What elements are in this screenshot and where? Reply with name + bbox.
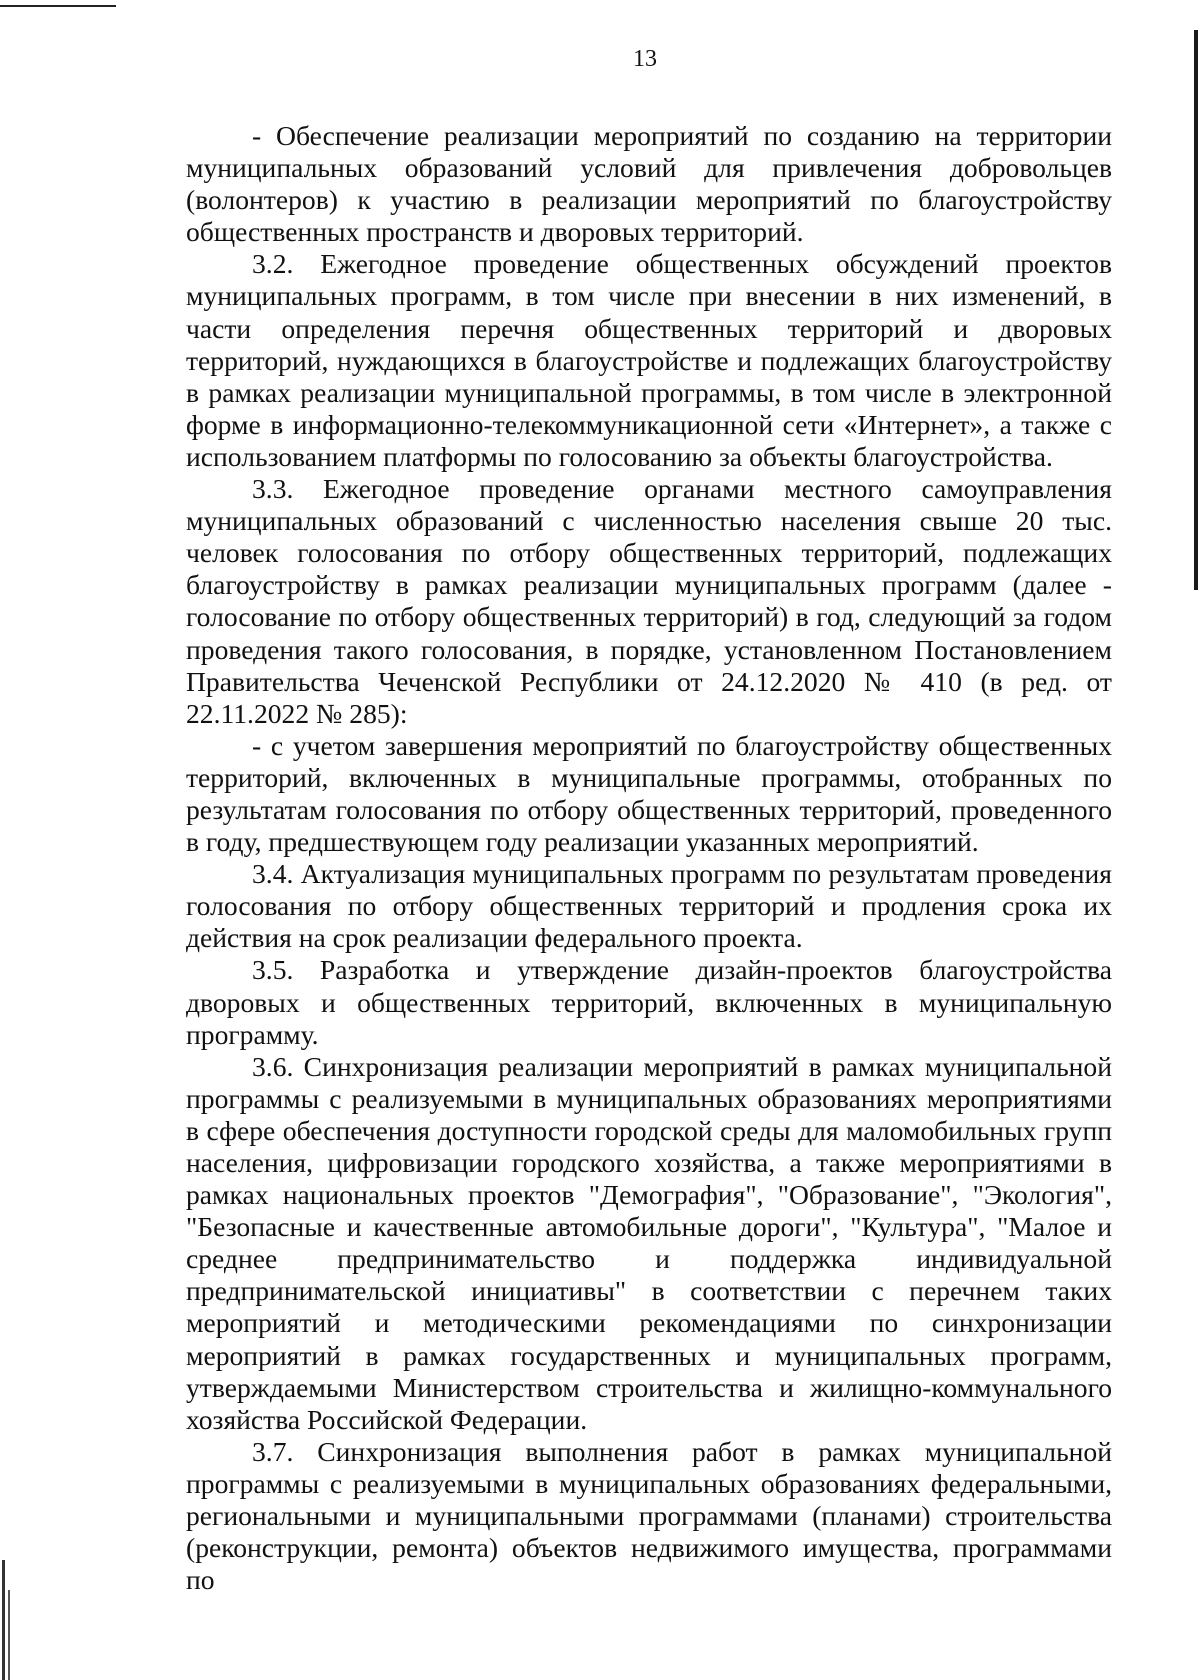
page-number: 13	[633, 46, 657, 72]
paragraph-3-3-item: - с учетом завершения мероприятий по благоустройству общественных территорий, включенных в муниципальные программы, отобранных по результатам голосования по отбору общественных территорий, проведенного в году, предшествующем году реализации указанных мероприятий.	[186, 729, 1112, 858]
scan-artifact-left-edge-inner	[8, 1590, 10, 1680]
paragraph-3-7: 3.7. Синхронизация выполнения работ в рамках муниципальной программы с реализуемыми в муниципальных образованиях федеральными, региональными и муниципальными программами (планами) строительства (реконструкции, ремонта) объектов недвижимого имущества, программами по	[186, 1435, 1112, 1596]
paragraph-3-6: 3.6. Синхронизация реализации мероприятий в рамках муниципальной программы с реализуемыми в муниципальных образованиях мероприятиями в сфере обеспечения доступности городской среды для маломобильных групп населения, цифровизации городского хозяйства, а также мероприятиями в рамках национальных проектов "Демография", "Образование", "Экология", "Безопасные и качественные автомобильные дороги", "Культура", "Малое и среднее предпринимательство и поддержка индивидуальной предпринимательской инициативы" в соответствии с перечнем таких мероприятий и методическими рекомендациями по синхронизации мероприятий в рамках государственных и муниципальных программ, утверждаемыми Министерством строительства и жилищно-коммунального хозяйства Российской Федерации.	[186, 1050, 1112, 1435]
paragraph-volunteers: - Обеспечение реализации мероприятий по созданию на территории муниципальных образований условий для привлечения добровольцев (волонтеров) к участию в реализации мероприятий по благоустройству общественных пространств и дворовых территорий.	[186, 120, 1112, 248]
paragraph-3-2: 3.2. Ежегодное проведение общественных обсуждений проектов муниципальных программ, в том числе при внесении в них изменений, в части определения перечня общественных территорий и дворовых территорий, нуждающихся в благоустройстве и подлежащих благоустройству в рамках реализации муниципальной программы, в том числе в электронной форме в информационно-телекоммуникационной сети «Интернет», а также с использованием платформы по голосованию за объекты благоустройства.	[186, 248, 1112, 472]
paragraph-3-4: 3.4. Актуализация муниципальных программ по результатам проведения голосования по отбору общественных территорий и продления срока их действия на срок реализации федерального проекта.	[186, 858, 1112, 954]
scan-artifact-right-edge	[1194, 30, 1198, 590]
document-body	[186, 120, 1112, 1596]
scan-artifact-top-rule	[0, 5, 116, 7]
scan-artifact-left-edge	[2, 1560, 5, 1680]
paragraph-3-5: 3.5. Разработка и утверждение дизайн-проектов благоустройства дворовых и общественных территорий, включенных в муниципальную программу.	[186, 954, 1112, 1050]
paragraph-3-3: 3.3. Ежегодное проведение органами местного самоуправления муниципальных образований с численностью населения свыше 20 тыс. человек голосования по отбору общественных территорий, подлежащих благоустройству в рамках реализации муниципальных программ (далее - голосование по отбору общественных территорий) в год, следующий за годом проведения такого голосования, в порядке, установленном Постановлением Правительства Чеченской Республики от 24.12.2020 № 410 (в ред. от 22.11.2022 № 285):	[186, 473, 1112, 729]
